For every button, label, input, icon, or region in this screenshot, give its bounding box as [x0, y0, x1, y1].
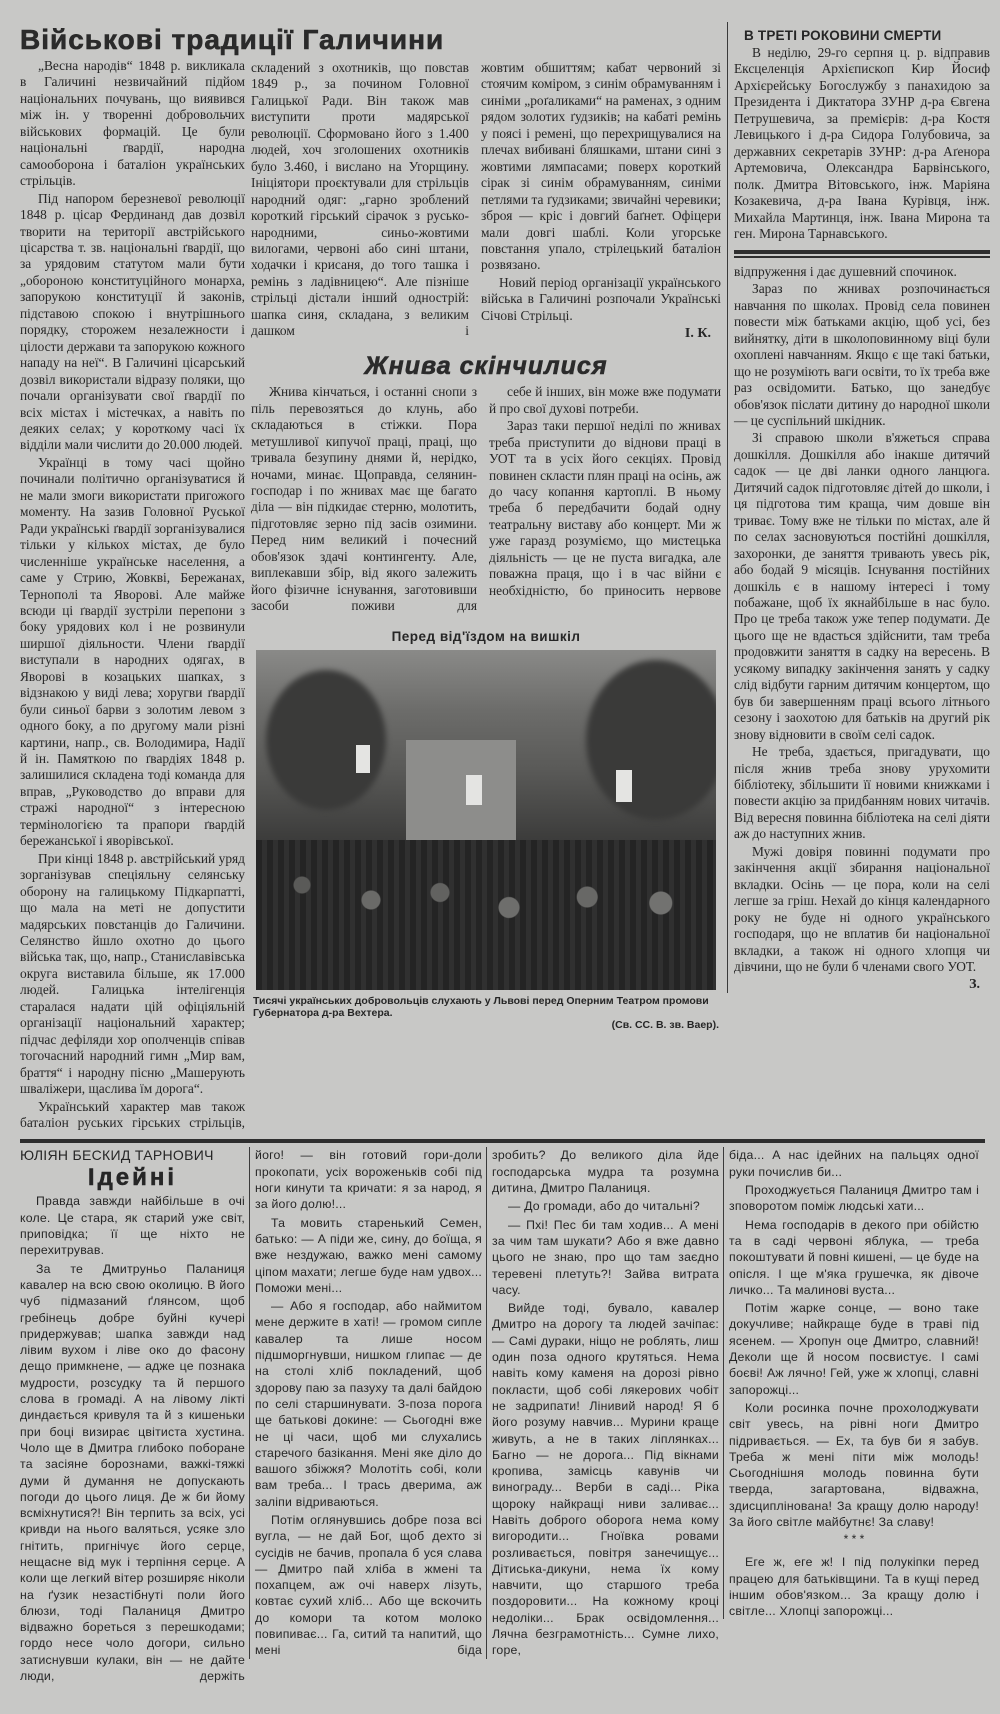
paragraph: Під напором березневої революції 1848 р. цісар Фердинанд дав дозвіл творити на території австрійського цісарства т. зв. національні ґвардії, що за урядовим статутом мали бути „обороною конституційного монарха, запорукою конституції й законів, підставою спокою і внутрішнього порядку, сторожем незалежности і цілости держави та запорукою кожного нападу на неї“. В Галичині цісарський дозвіл використали відразу поляки, що почали організувати свої ґвардії по всіх містах і містечках, а навіть по деяких селах; у короткому часі їх відділи мали числити до 20.000 людей. — [20, 190, 245, 453]
military-article-title: Військові традиції Галичини — [20, 24, 445, 55]
photo-credit: (Св. СС. В. зв. Ваер). — [611, 1018, 719, 1031]
story-section — [20, 1147, 985, 1684]
paragraph: При кінці 1848 р. австрійський уряд зорганізував спеціяльну селянську оборону на галицькому Підкарпатті, що мала на меті не допустити мадярських повстанців до Галичини. Селянство йшло охотно до цього війська так, що, напр., Станиславівська округа виставила більше, як 17.000 людей. Галицька інтелігенція старалася надати цій офіціяльній організації національний характер; підчас дефіляди хор ополченців співав тогочасний народний гимн „Мир вам, браття“ і народну пісню „Машерують шваліжери, щаслива їм дорога“. — [20, 850, 245, 1097]
photo-flag — [356, 745, 370, 773]
obituary-text — [734, 45, 990, 242]
harvest-article-column-b — [489, 384, 721, 614]
paragraph: жовтим обшиттям; кабат червоний зі стоячим коміром, з синім обрамуванням і синіми „роґаликами“ на раменах, з одним рядом золотих ґудзиків; на кабаті ремінь у поясі і ремені, що перехрищувалися на плечах вибивані бляшками, штани сині з жовтими лямпасами; поверх короткий сірак зі синім обрамуванням, синіми петлями та ґудзиками; звичайні черевики; зброя — кріс і довгий баґнет. Офіцери мали довгі шаблі. Коли угорське повстання упало, стрілецький баталіон розвязано. — [481, 60, 721, 273]
paragraph: зробить? До великого діла йде господарська мудра та розумна дитина, Дмитро Паланиця. — [492, 1148, 719, 1196]
paragraph: Нема господарів в декого при обійстю та в саді червоні яблука, — треба покоштувати й повні кишені, — це буде на опісля. І ще м'яка грушечка, як дівоче личко... Та малинові вуста... — [729, 1217, 979, 1297]
paragraph: Зараз таки першої неділі по жнивах треба приступити до віднови праці в УОТ та в усіх його секціях. Провід повинен скласти плян праці на осінь, аж до часу копання картоплі. В ньому треба б передбачити бодай одну театральну виставу або концерт. Ми ж уже гаразд розуміємо, що мистецька діяльність — це не пуста вигадка, але поважна праця, що і в час війни є необхідністю, бо приносить нервове — [489, 418, 721, 598]
paragraph: Жнива кінчаться, і останні снопи з піль перевозяться до клунь, або складаються в стіжки. Пора метушливої кипучої праці, праці, що тривала безупину днями й, нерідко, ночами, минає. Щоправда, селянин-господар і по жнивах має ще багато діла — він підкидає стерню, молотить, підготовляє зерно під засів озимини. Перед ним великий і почесний обов'язок здачі контингенту. Але, виплекавши збір, від якого залежить його фізичне існування, заготовивши засоби поживи для — [251, 384, 477, 614]
paragraph: Потім оглянувшись добре поза всі вугла, — не дай Бог, щоб дехто зі сусідів не бачив, пропала б уся слава — Дмитро пай хліба в жмені та похапцем, аж очі наверх лізуть, ковтає сухий хліб... Або ще вскочить до комори та котом молоко повипиває... Га, ситий та напитий, що мені біда — [255, 1512, 482, 1658]
paragraph: Не треба, здається, пригадувати, що після жнив треба знову урухомити бібліотеку, збільшити її новими книжками і повести акцію за придбанням нових читачів. Від вересня повинна бібліотека на селі діяти аж до наступних жнив. — [734, 744, 990, 842]
section-divider — [20, 1139, 985, 1143]
story-column-1-text — [20, 1193, 245, 1684]
paragraph: Вийде тоді, бувало, кавалер Дмитро на дорогу та людей зачіпає: — Самі дураки, ніщо не роблять, лиш один поза одного крутяться. Нема навіть кому каменя на дорозі рівно покласти, щоб собі лякерових чобіт не задрипати! Лінивий народ! Я б його розуму навчив... Мурини краще живуть, а не в таких ліплянках... Багно — не дорога... Під вікнами кропива, замісць кавунів чи винограду... Верби в саді... Ріка щороку найкращі ниви заливає... Навіть доброго оборога нема кому вигородити... Гноївка ровами розливається, повітря занечищує... Дітиська-дикуни, нема їх кому навчити, що старшого треба поздоровити... На кожному кроці недоліки... Брак освідомлення... Лячна безграмотність... Сумне лихо, горе, — [492, 1301, 719, 1658]
military-article-signature: І. К. — [684, 326, 711, 342]
photo-crowd — [256, 840, 716, 990]
right-column — [727, 22, 990, 993]
paragraph: — Або я господар, або наймитом мене держите в хаті! — громом сипле кавалер та лише носом підшморгнувши, нишком глипає — де на столі хліб покладений, щоб здорову паю за пазуху та далі байдою по селі старшинувати. З-поза порога ще батькові докине: — Сьогодні вже не ці часи, щоб ми слухались старечого базікання. Мені яке діло до вашого збіжжя? Молотіть собі, коли вам треба... І трась дверима, аж заліпи відриваються. — [255, 1299, 482, 1509]
harvest-article-column-c — [734, 264, 990, 975]
paragraph: Новий період організації українського війська в Галичині розпочали Українські Січові Стрільці. — [481, 274, 721, 323]
photo-flag — [466, 775, 482, 805]
paragraph: — Пхі! Пес би там ходив... А мені за чим там шукати? Або я вже давно цього не знаю, про що там заєдно теревені плетуть?! Зайва витрата часу. — [492, 1217, 719, 1297]
obituary-divider — [734, 250, 990, 254]
photo-title: Перед від'їздом на вишкіл — [391, 628, 581, 644]
top-section — [20, 22, 990, 1131]
photo-tree — [586, 660, 716, 820]
middle-columns — [251, 22, 721, 1031]
paragraph: біда... А нас ідейних на пальцях одної руки почислив би... — [729, 1148, 979, 1179]
harvest-article-columns — [251, 384, 721, 614]
paragraph: Український характер мав також баталіон руських гірських стрільців, — [20, 1098, 245, 1130]
story-column-1 — [20, 1147, 245, 1684]
paragraph: складений з охотників, що повстав 1849 р., за почином Головної Галицької Ради. Він також мав виступити проти мадярської революції. Сформовано його з 1.400 людей, хоч зголошених охотників було 3.460, і вислано на Угорщину. Ініціятори проєктували для стрільців народний одяг: „гарно зроблений короткий гірський сірачок з русько-народними, синьо-жовтими вилогами, червоні або сині штани, ходачки і крисаня, до того ташка і ремінь з ладівницею“. Але пізніше стрільці дістали інший однострій: шапка синя, складана, з великим дашком і — [251, 60, 469, 339]
paragraph: Зараз по жнивах розпочинається навчання по школах. Провід села повинен повести між батьками акцію, щоб усі, без вийнятку, діти в школоповинному віці були охоплені навчанням. Якщо є ще такі батьки, що не розуміють ваги освіти, то їх треба вже раз освідомити. Батько, що занедбує обов'язок післати дитину до народної школи — це суспільний шкідник. — [734, 281, 990, 429]
harvest-article-column-a — [251, 384, 477, 614]
paragraph: себе й інших, він може вже подумати й про свої духові потреби. — [489, 384, 721, 416]
paragraph: Проходжується Паланиця Дмитро там і зповоротом поміж людські хати... — [729, 1183, 979, 1214]
photo-flag — [616, 770, 632, 802]
paragraph: — До громади, або до читальні? — [508, 1199, 700, 1214]
paragraph: Українці в тому часі щойно починали політично організуватися й не мали змоги використати пригожого моменту. На зазив Головної Руської Ради українські ґвардії зорганізувалися тільки у кількох містах, де було численніше українське населення, а саме у Стрию, Жовкві, Бережанах, Тернополі та Яворові. Але майже всюди ці ґвардії зустріли перепони з боку урядових кол і не розвинули ширшої діяльности. Члени ґвардії виступали в народних одягах, в Яворові в козацьких шапках, з відзнакою у виді лева; хоругви ґвардії були синьої барви з золотим левом з одного боку, а по другому мали різні картини, напр., св. Володимира, Надії й ін. Памяткою по ґвардіях 1848 р. залишилися складена тоді команда для вправ, „Руководство до вправи для стражі народної“ з інтересною термінологією та прапори ґвардій бережанської і яворівської. — [20, 454, 245, 849]
story-title: Ідейні — [87, 1164, 178, 1192]
military-article-column-3-text — [481, 60, 721, 324]
photo-caption — [253, 995, 719, 1031]
story-column-3 — [486, 1147, 719, 1658]
obituary-divider-thin — [734, 256, 990, 258]
paragraph: Потім жарке сонце, — воно таке докучливе; найкраще буде в траві під ясенем. — Хропун оце Дмитро, славний! Деколи ще й носом посвистує. І самі боєві! Аж лячно! Гей, уже ж хлопці, славні запорожці... — [729, 1301, 979, 1397]
photo-tree — [266, 670, 386, 810]
military-article-column-3 — [481, 60, 721, 342]
story-column-4-text — [729, 1147, 979, 1530]
paragraph: За те Дмитруньо Паланиця кавалер на всю свою околицю. В його чуб підмазаний ґлянсом, щоб гребінець добре буйні кучері придержував; шапка завжди над лівим вухом і ліве око до фасону дещо примкнене, — адже це познака мудрости, розсудку та й першого слова в громаді. А на лівому лікті диндається кривуля та й з кишеньки при боці визирає цвітиста хустина. Чоло ще в Дмитра глибоко поборане та засіяне борознами, важкі-тяжкі думи й думання не допускають погоди до цього лиця. Де ж би йому всміхнутися?! Він терпить за всіх, усі кривди на нього валяться, усяке зло гнітить, пригнічує його серце, нещасне від мук і терпіння серце. А коли ще легкий вітер розширяє ніколи на ґузик незастібнуті поли його блюзи, тоді Паланиця Дмитро відважно бореться з перешкодами; гордо несе чоло догори, сильно затиснувши кулаки, він — не дайте люди, держіть — [20, 1261, 245, 1684]
story-column-4-ending — [729, 1554, 979, 1619]
photo-caption-text: Тисячі українських добровольців слухають у Львові перед Оперним Театром промови Губернатора д-ра Вехтера. — [253, 994, 709, 1019]
paragraph: Правда завжди найбільше в очі коле. Це стара, як старий уже світ, приповідка; її ще ніхто не перехитрував. — [20, 1194, 245, 1258]
section-separator: * * * — [843, 1532, 865, 1547]
paragraph: Коли росинка почне прохолоджувати світ увесь, на рівні ноги Дмитро підривається. — Ех, та був би я забув. Треба ж мені піти між молодь! Сьогоднішня молодь повинна бути тверда, загартована, відважна, здисциплінована! За кращу долю народу! За його світле майбутнє! За славу! — [729, 1400, 979, 1529]
paragraph: „Весна народів“ 1848 р. викликала в Галичині незвичайний підйом національних почувань, що виявився між ін. у творенні добровольчих військових формацій. Це були національні ґвардії, народна самооборона і баталіон українських стрільців. — [20, 58, 245, 189]
military-article-column-2 — [251, 60, 469, 342]
paragraph: В неділю, 29-го серпня ц. р. відправив Ексцеленція Архієпископ Кир Йосиф Архієрейську Богослужбу з панахидою за Президента і Диктатора ЗУНР д-ра Євгена Петрушевича, за премієрів: д-ра Костя Левицького і д-ра Сидора Голубовича, за державних секретарів ЗУНР: д-ра Аґенора Артемовича, Олександра Барвінського, полк. Дмитра Вітовського, інж. Маріяна Козакевича, д-ра Івана Курівця, інж. Михайла Мартинця, інж. Івана Мирона та ген. Мирона Тарнавського. — [734, 45, 990, 241]
paragraph: Мужі довіря повинні подумати про закінчення акції збирання національної вкладки. Осінь — це пора, коли на селі легше за гріш. Нехай до кінця календарного року не буде ні одного українського господаря, що не вплатив би національної вкладки, а також ні одного хлопця чи дівчини, що не були б членами свого УОТ. — [734, 843, 990, 974]
story-column-2 — [249, 1147, 482, 1658]
obituary-title: В ТРЕТІ РОКОВИНИ СМЕРТИ — [744, 28, 942, 43]
paragraph: Та мовить старенький Семен, батько: — А піди же, сину, до боїща, я вже нездужаю, важко мені самому ціпом махати; легше буде нам удвох... Поможи мені... — [255, 1215, 482, 1295]
military-article-continuation — [251, 60, 721, 342]
paragraph: Еге ж, еге ж! І під полукіпки перед працею для батьківщини. Та в кущі перед іншим обов'язком... За кращу долю і світле... Хлопці запорожці... — [729, 1555, 979, 1619]
photo-volunteers-crowd — [256, 650, 716, 990]
story-author: ЮЛІЯН БЕСКИД ТАРНОВИЧ — [20, 1147, 214, 1164]
military-article-column-1 — [20, 58, 245, 1131]
story-column-4 — [723, 1147, 979, 1619]
harvest-article-title: Жнива скінчилися — [364, 352, 608, 381]
paragraph: Зі справою школи в'яжеться справа дошкілля. Дошкілля або інакше дитячий садок — це дві ланки одного ланцюга. Дитячий садок підготовляє дітей до школи, і ця підготова тим краща, чим довше він триває. Тому вже не тільки по містах, але й по селах засновуються постійні дошкілля, захоронки, де заняття тривають увесь рік, або бодай 9 місяців. Існування постійних дошкіль є в нашому інтересі і тому побажане, щоб їх якнайбільше в нас було. Про це треба також уже тепер подумати. Де цього ще не вдасться здійснити, там треба продовжити заняття в садку на вересень. В усякому випадку закінчення занять у садку слід відбути гарним дитячим концертом, що був би завершенням праці всього літнього сезону і заохотою для батьків на другий рік знову відновити в своїм селі садок. — [734, 430, 990, 742]
paragraph: відпруження і дає душевний спочинок. — [734, 263, 957, 279]
harvest-article-signature: З. — [969, 977, 980, 993]
paragraph: його! — він готовий гори-доли прокопати, усіх вороженьків собі під ноги кинути та кричати: я за народ, я за його долю!... — [255, 1148, 482, 1212]
